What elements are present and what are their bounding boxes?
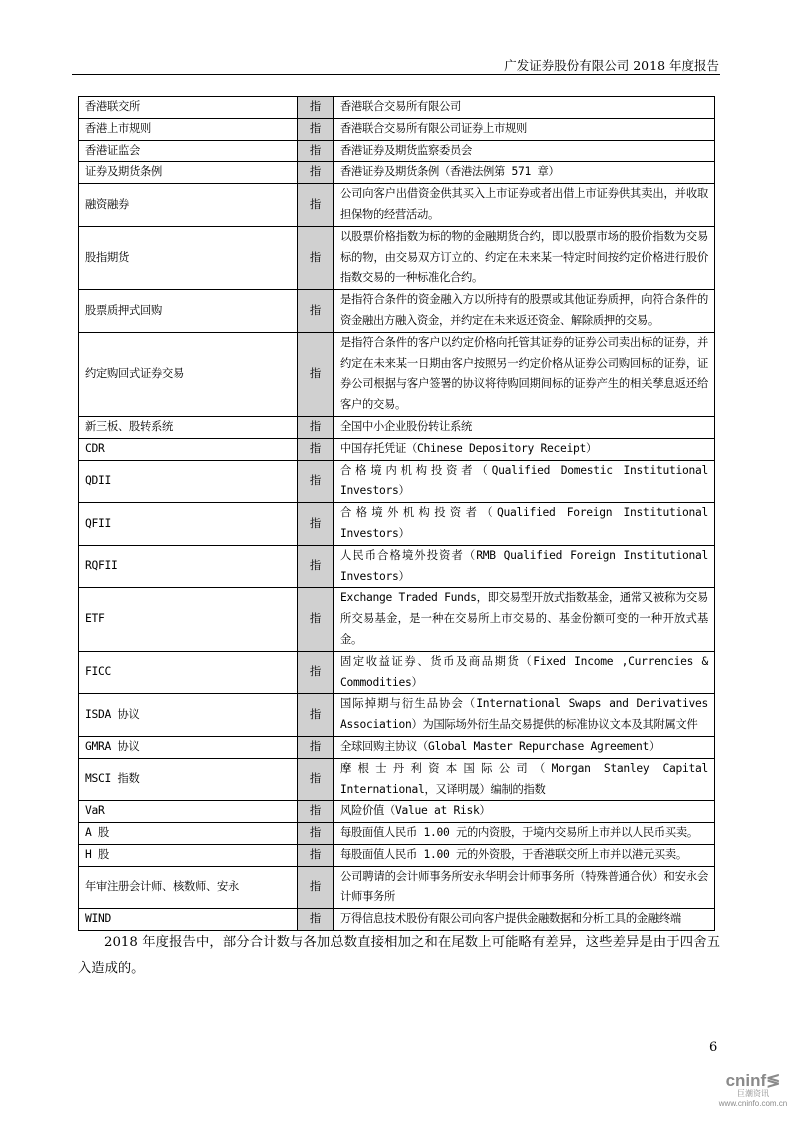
ref-cell: 指	[298, 140, 334, 162]
definition-cell: 每股面值人民币 1.00 元的内资股，于境内交易所上市并以人民币买卖。	[334, 823, 715, 845]
table-row	[79, 460, 715, 503]
ref-cell: 指	[298, 694, 334, 737]
ref-cell: 指	[298, 226, 334, 289]
definition-cell: 每股面值人民币 1.00 元的外资股，于香港联交所上市并以港元买卖。	[334, 844, 715, 866]
logo-url: www.cninfo.com.cn	[718, 1099, 788, 1108]
table-row	[79, 736, 715, 758]
table-row	[79, 332, 715, 416]
definition-cell: 全球回购主协议（Global Master Repurchase Agreement）	[334, 736, 715, 758]
ref-cell: 指	[298, 736, 334, 758]
table-row	[79, 588, 715, 651]
ref-cell: 指	[298, 866, 334, 909]
table-row	[79, 545, 715, 588]
term-cell: CDR	[79, 438, 298, 460]
definition-cell: 香港证券及期货监察委员会	[334, 140, 715, 162]
definition-cell: 是指符合条件的资金融入方以所持有的股票或其他证券质押，向符合条件的资金融出方融入资金，并约定在未来返还资金、解除质押的交易。	[334, 290, 715, 333]
definition-cell: 公司向客户出借资金供其买入上市证券或者出借上市证券供其卖出，并收取担保物的经营活动。	[334, 184, 715, 227]
ref-cell: 指	[298, 332, 334, 416]
definition-cell: 公司聘请的会计师事务所安永华明会计师事务所（特殊普通合伙）和安永会计师事务所	[334, 866, 715, 909]
term-cell: VaR	[79, 801, 298, 823]
table-row	[79, 758, 715, 801]
rounding-note: 2018 年度报告中，部分合计数与各加总数直接相加之和在尾数上可能略有差异，这些差异是由于四舍五入造成的。	[78, 935, 720, 976]
definition-cell: 香港证券及期货条例（香港法例第 571 章）	[334, 162, 715, 184]
term-cell: H 股	[79, 844, 298, 866]
logo-brand: cninf	[725, 1071, 767, 1090]
table-row	[79, 801, 715, 823]
table-row	[79, 844, 715, 866]
term-cell: 香港联交所	[79, 97, 298, 119]
definition-cell: 国际掉期与衍生品协会（International Swaps and Derivatives Association）为国际场外衍生品交易提供的标准协议文本及其附属文件	[334, 694, 715, 737]
term-cell: 约定购回式证券交易	[79, 332, 298, 416]
cninfo-watermark-logo	[716, 1072, 790, 1108]
ref-cell: 指	[298, 844, 334, 866]
table-row	[79, 503, 715, 546]
definition-cell: 摩根士丹利资本国际公司（Morgan Stanley Capital International，又译明晟）编制的指数	[334, 758, 715, 801]
ref-cell: 指	[298, 290, 334, 333]
ref-cell: 指	[298, 823, 334, 845]
header-divider	[72, 74, 720, 75]
table-row	[79, 118, 715, 140]
ref-cell: 指	[298, 460, 334, 503]
ref-cell: 指	[298, 184, 334, 227]
table-row	[79, 184, 715, 227]
term-cell: QDII	[79, 460, 298, 503]
term-cell: 新三板、股转系统	[79, 416, 298, 438]
ref-cell: 指	[298, 162, 334, 184]
table-row	[79, 140, 715, 162]
table-row	[79, 290, 715, 333]
table-row	[79, 97, 715, 119]
definition-cell: 是指符合条件的客户以约定价格向托管其证券的证券公司卖出标的证券，并约定在未来某一日期由客户按照另一约定价格从证券公司购回标的证券，证券公司根据与客户签署的协议将待购回期间标的证券产生的相关孳息返还给客户的交易。	[334, 332, 715, 416]
definition-cell: 合格境外机构投资者（Qualified Foreign Institutional Investors）	[334, 503, 715, 546]
ref-cell: 指	[298, 651, 334, 694]
table-row	[79, 416, 715, 438]
definition-cell: 合格境内机构投资者（Qualified Domestic Institutional Investors）	[334, 460, 715, 503]
ref-cell: 指	[298, 909, 334, 931]
term-cell: 融资融券	[79, 184, 298, 227]
term-cell: FICC	[79, 651, 298, 694]
report-header-title: 广发证券股份有限公司 2018 年度报告	[504, 58, 719, 73]
term-cell: QFII	[79, 503, 298, 546]
definitions-table	[78, 96, 715, 931]
term-cell: WIND	[79, 909, 298, 931]
term-cell: 股票质押式回购	[79, 290, 298, 333]
term-cell: 证券及期货条例	[79, 162, 298, 184]
ref-cell: 指	[298, 545, 334, 588]
ref-cell: 指	[298, 438, 334, 460]
table-row	[79, 162, 715, 184]
definition-cell: 万得信息技术股份有限公司向客户提供金融数据和分析工具的金融终端	[334, 909, 715, 931]
term-cell: A 股	[79, 823, 298, 845]
definition-cell: 人民币合格境外投资者（RMB Qualified Foreign Institutional Investors）	[334, 545, 715, 588]
table-row	[79, 694, 715, 737]
logo-cn-text: 巨潮资讯	[737, 1089, 769, 1098]
term-cell: 年审注册会计师、核数师、安永	[79, 866, 298, 909]
term-cell: 香港上市规则	[79, 118, 298, 140]
term-cell: ETF	[79, 588, 298, 651]
ref-cell: 指	[298, 588, 334, 651]
page-number: 6	[709, 1040, 718, 1055]
ref-cell: 指	[298, 118, 334, 140]
table-row	[79, 651, 715, 694]
table-row	[79, 909, 715, 931]
ref-cell: 指	[298, 97, 334, 119]
definition-cell: 香港联合交易所有限公司证券上市规则	[334, 118, 715, 140]
definition-cell: 风险价值（Value at Risk）	[334, 801, 715, 823]
ref-cell: 指	[298, 758, 334, 801]
table-row	[79, 226, 715, 289]
table-row	[79, 438, 715, 460]
table-row	[79, 823, 715, 845]
term-cell: MSCI 指数	[79, 758, 298, 801]
term-cell: 股指期货	[79, 226, 298, 289]
ref-cell: 指	[298, 416, 334, 438]
definition-cell: 中国存托凭证（Chinese Depository Receipt）	[334, 438, 715, 460]
logo-swirl-icon: ≶	[766, 1071, 781, 1090]
ref-cell: 指	[298, 503, 334, 546]
definition-cell: 以股票价格指数为标的物的金融期货合约，即以股票市场的股价指数为交易标的物，由交易双方订立的、约定在未来某一特定时间按约定价格进行股价指数交易的一种标准化合约。	[334, 226, 715, 289]
ref-cell: 指	[298, 801, 334, 823]
term-cell: ISDA 协议	[79, 694, 298, 737]
definition-cell: 全国中小企业股份转让系统	[334, 416, 715, 438]
term-cell: GMRA 协议	[79, 736, 298, 758]
definition-cell: Exchange Traded Funds，即交易型开放式指数基金，通常又被称为交易所交易基金，是一种在交易所上市交易的、基金份额可变的一种开放式基金。	[334, 588, 715, 651]
term-cell: 香港证监会	[79, 140, 298, 162]
term-cell: RQFII	[79, 545, 298, 588]
table-row	[79, 866, 715, 909]
definition-cell: 固定收益证券、货币及商品期货（Fixed Income ,Currencies & Commodities）	[334, 651, 715, 694]
definition-cell: 香港联合交易所有限公司	[334, 97, 715, 119]
